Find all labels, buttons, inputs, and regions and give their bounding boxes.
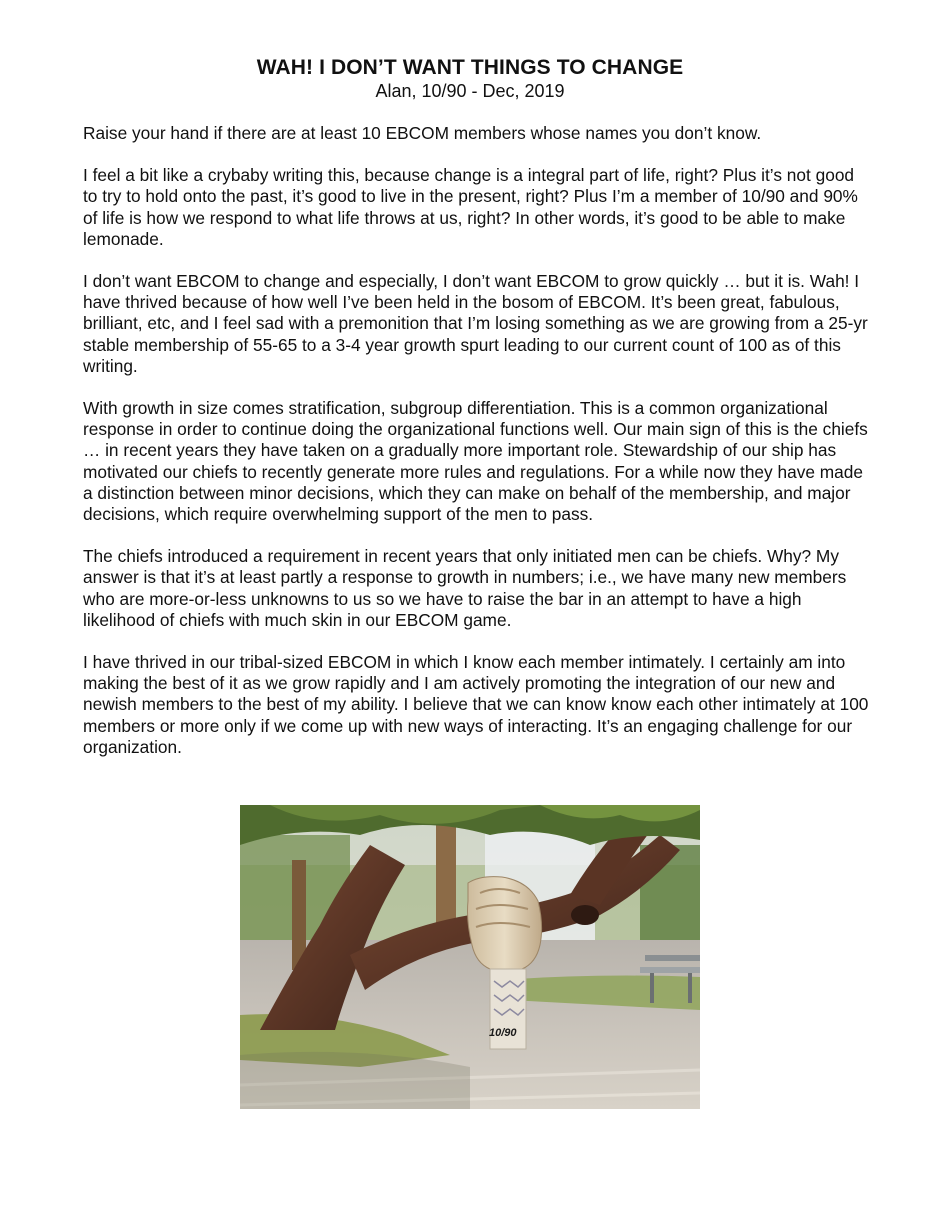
document-title: WAH! I DON’T WANT THINGS TO CHANGE xyxy=(256,56,684,79)
paragraph: I feel a bit like a crybaby writing this, because change is a integral part of life, right? Plus it’s not good to try to hold onto the past, it’s good to live in the present, right? Plus I’m a member of 10/90 and 90% of life is how we respond to what life throws at us, right? In other words, it’s good to be able to make lemonade. xyxy=(83,165,858,249)
paragraph: I have thrived in our tribal-sized EBCOM in which I know each member intimately. I certainly am into making the best of it as we grow rapidly and I am actively promoting the integration of our new and newish members to the best of my ability. I believe that we can know know each other intimately at 100 members or more only if we come up with new ways of interacting. It’s an engaging challenge for our organization. xyxy=(83,652,869,757)
tree-hand-photo xyxy=(240,805,700,1109)
document-byline: Alan, 10/90 - Dec, 2019 xyxy=(375,81,565,101)
paragraph: With growth in size comes stratification, subgroup differentiation. This is a common organizational response in order to continue doing the organizational functions well. Our main sign of this is the chiefs … in recent years they have taken on a gradually more important role. Stewardship of our ship has motivated our chiefs to recently generate more rules and regulations. For a while now they have made a distinction between minor decisions, which they can make on behalf of the membership, and major decisions, which require overwhelming support of the men to pass. xyxy=(83,398,868,525)
paragraph: The chiefs introduced a requirement in recent years that only initiated men can be chiefs. Why? My answer is that it’s at least partly a response to growth in numbers; i.e., we have many new members who are more-or-less unknowns to us so we have to raise the bar in an attempt to have a high likelihood of chiefs with much skin in our EBCOM game. xyxy=(83,546,847,630)
paragraph: I don’t want EBCOM to change and especially, I don’t want EBCOM to grow quickly … but it is. Wah! I have thrived because of how well I’ve been held in the bosom of EBCOM. It’s been great, fabulous, brilliant, etc, and I feel sad with a premonition that I’m losing something as we are growing from a 25-yr stable membership of 55-65 to a 3-4 year growth spurt leading to our current count of 100 as of this writing. xyxy=(83,271,868,376)
paragraph: Raise your hand if there are at least 10 EBCOM members whose names you don’t know. xyxy=(83,123,762,143)
post-label: 10/90 xyxy=(489,1027,517,1039)
document-body xyxy=(83,123,873,779)
